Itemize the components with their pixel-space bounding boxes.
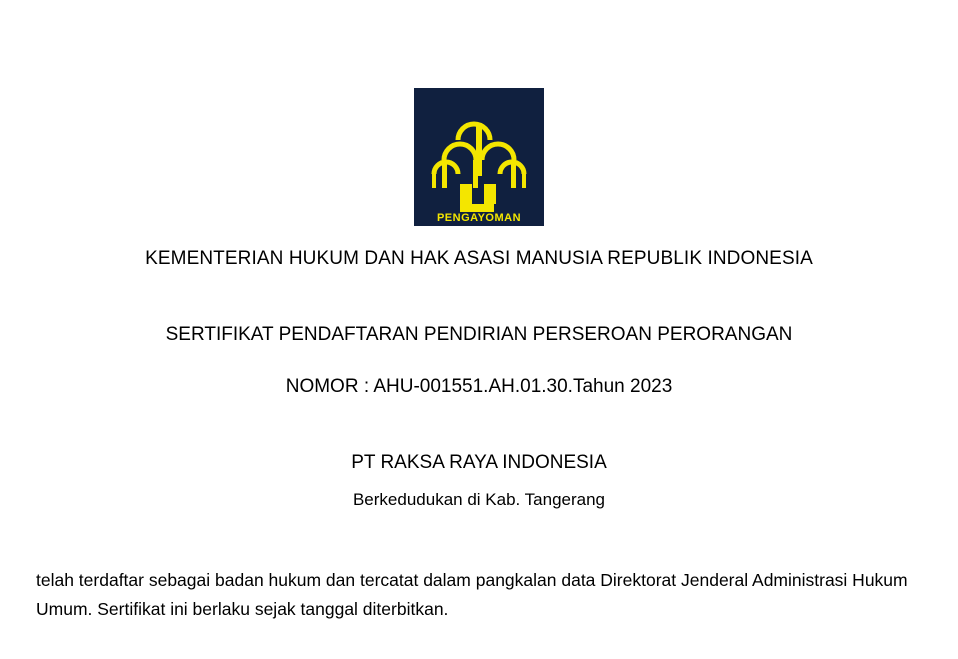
certificate-body-text: telah terdaftar sebagai badan hukum dan tercatat dalam pangkalan data Direktorat Jenderal Administrasi Hukum Umum. Sertifikat ini berlaku sejak tanggal diterbitkan. — [36, 570, 908, 619]
pengayoman-emblem-icon — [414, 88, 544, 226]
company-name: PT RAKSA RAYA INDONESIA — [351, 452, 607, 473]
ministry-heading: KEMENTERIAN HUKUM DAN HAK ASASI MANUSIA REPUBLIK INDONESIA — [145, 248, 813, 269]
certificate-title: SERTIFIKAT PENDAFTARAN PENDIRIAN PERSEROAN PERORANGAN — [165, 324, 793, 345]
pengayoman-logo — [414, 88, 544, 226]
logo-caption: PENGAYOMAN — [436, 212, 522, 224]
certificate-number: NOMOR : AHU-001551.AH.01.30.Tahun 2023 — [285, 376, 673, 397]
logo-container — [414, 88, 544, 226]
company-domicile: Berkedudukan di Kab. Tangerang — [352, 490, 606, 509]
